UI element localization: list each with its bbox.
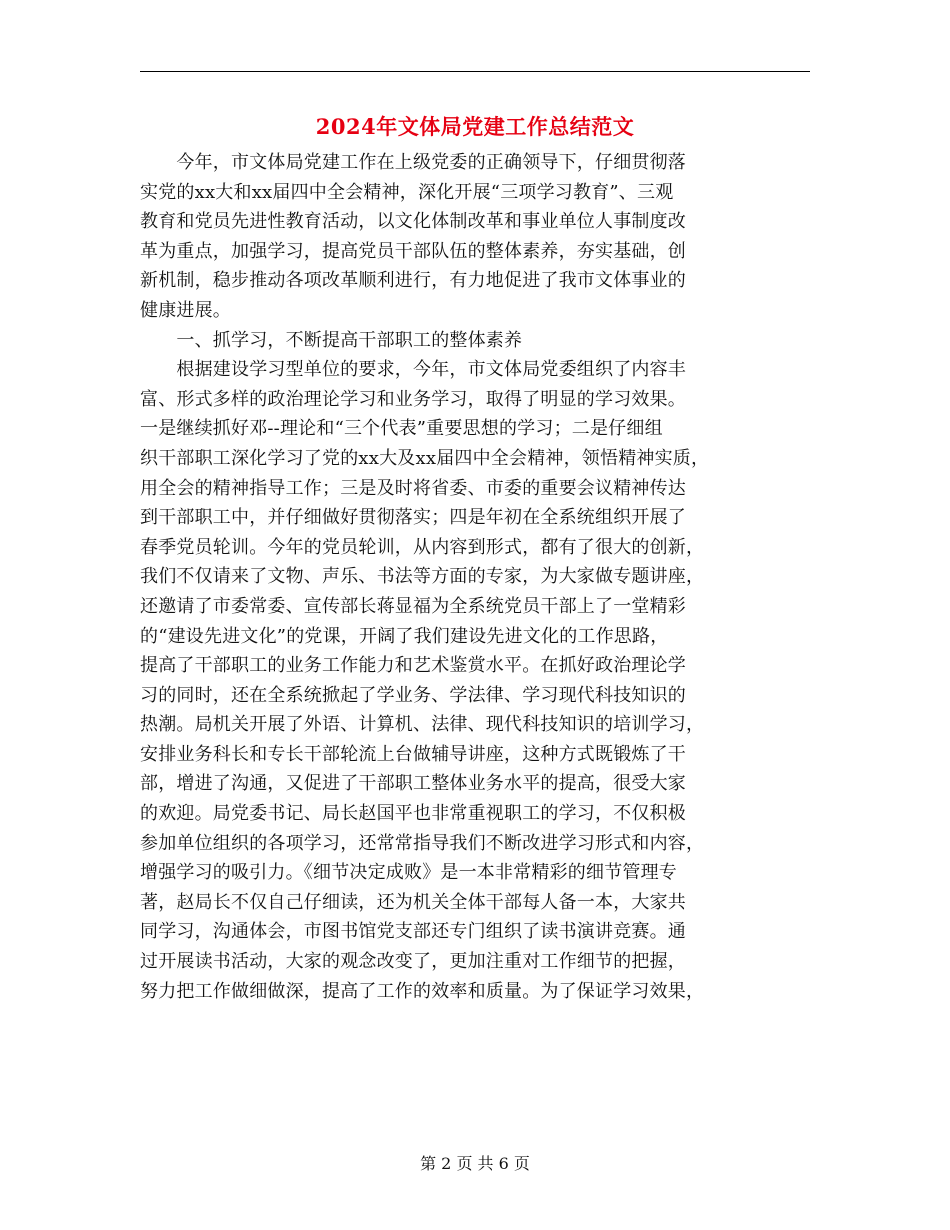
- page-number: 第 2 页 共 6 页: [420, 1154, 530, 1173]
- text-line: 过开展读书活动，大家的观念改变了，更加注重对工作细节的把握，: [140, 951, 686, 973]
- text-line: 实党的xx大和xx届四中全会精神，深化开展“三项学习教育”、三观: [140, 181, 674, 203]
- text-line: 安排业务科长和专长干部轮流上台做辅导讲座，这种方式既锻炼了干: [140, 743, 686, 765]
- text-line: 今年，市文体局党建工作在上级党委的正确领导下，仔细贯彻落: [140, 152, 686, 173]
- text-line: 健康进展。: [140, 299, 231, 321]
- text-line: 著，赵局长不仅自己仔细读，还为机关全体干部每人备一本，大家共: [140, 891, 686, 913]
- text-line: 新机制，稳步推动各项改革顺利进行，有力地促进了我市文体事业的: [140, 270, 686, 292]
- text-line: 革为重点，加强学习，提高党员干部队伍的整体素养，夯实基础，创: [140, 240, 686, 262]
- text-line: 部，增进了沟通，又促进了干部职工整体业务水平的提高，很受大家: [140, 773, 686, 795]
- text-line: 教育和党员先进性教育活动，以文化体制改革和事业单位人事制度改: [140, 211, 686, 233]
- text-line: 春季党员轮训。今年的党员轮训，从内容到形式，都有了很大的创新，: [140, 536, 705, 558]
- section-heading: 一、抓学习，不断提高干部职工的整体素养: [140, 329, 523, 351]
- text-line: 到干部职工中，并仔细做好贯彻落实；四是年初在全系统组织开展了: [140, 507, 686, 529]
- text-line: 根据建设学习型单位的要求，今年，市文体局党委组织了内容丰: [140, 359, 686, 381]
- text-line: 同学习，沟通体会，市图书馆党支部还专门组织了读书演讲竞赛。通: [140, 921, 686, 943]
- text-line: 热潮。局机关开展了外语、计算机、法律、现代科技知识的培训学习，: [140, 714, 705, 736]
- text-line: 的“建设先进文化”的党课，开阔了我们建设先进文化的工作思路，: [140, 625, 669, 647]
- text-line: 努力把工作做细做深，提高了工作的效率和质量。为了保证学习效果，: [140, 980, 705, 1002]
- text-line: 习的同时，还在全系统掀起了学业务、学法律、学习现代科技知识的: [140, 684, 686, 706]
- document-body: [140, 148, 812, 1006]
- text-line: 一是继续抓好邓--理论和“三个代表”重要思想的学习；二是仔细组: [140, 418, 663, 440]
- text-line: 增强学习的吸引力。《细节决定成败》是一本非常精彩的细节管理专: [140, 862, 677, 884]
- text-line: 参加单位组织的各项学习，还常常指导我们不断改进学习形式和内容，: [140, 832, 705, 854]
- text-line: 富、形式多样的政治理论学习和业务学习，取得了明显的学习效果。: [140, 388, 686, 410]
- header-rule: [140, 71, 810, 72]
- text-line: 的欢迎。局党委书记、局长赵国平也非常重视职工的学习，不仅积极: [140, 803, 686, 825]
- text-line: 用全会的精神指导工作；三是及时将省委、市委的重要会议精神传达: [140, 477, 686, 499]
- text-line: 还邀请了市委常委、宣传部长蒋显福为全系统党员干部上了一堂精彩: [140, 595, 686, 617]
- text-line: 织干部职工深化学习了党的xx大及xx届四中全会精神，领悟精神实质，: [140, 447, 710, 469]
- document-title: 2024年文体局党建工作总结范文: [315, 114, 635, 139]
- text-line: 我们不仅请来了文物、声乐、书法等方面的专家，为大家做专题讲座，: [140, 566, 705, 588]
- text-line: 提高了干部职工的业务工作能力和艺术鉴赏水平。在抓好政治理论学: [140, 655, 686, 677]
